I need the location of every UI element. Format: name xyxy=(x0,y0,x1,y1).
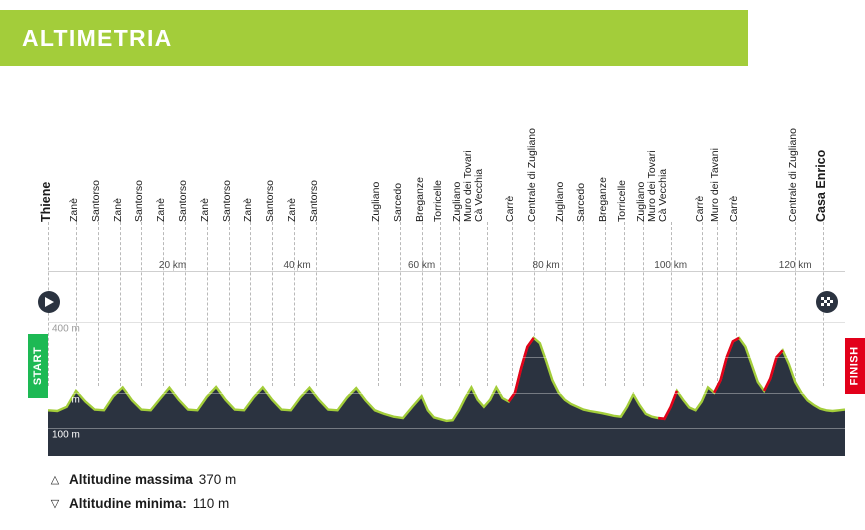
elevation-tick-label: 100 m xyxy=(52,429,80,441)
max-altitude-label: Altitudine massima xyxy=(69,472,193,487)
altimetria-header xyxy=(0,10,748,66)
elevation-gridline xyxy=(48,357,845,358)
km-tick-label: 60 km xyxy=(407,260,436,271)
stat-row-max xyxy=(48,472,236,487)
finish-flag-label: FINISH xyxy=(849,346,861,386)
profile-area xyxy=(48,338,845,456)
page-title: ALTIMETRIA xyxy=(22,24,173,51)
min-altitude-value: 110 m xyxy=(192,496,230,511)
max-altitude-value: 370 m xyxy=(198,472,237,487)
stat-row-min xyxy=(48,496,236,511)
triangle-down-icon: ▽ xyxy=(50,498,60,510)
start-flag-label: START xyxy=(32,346,45,386)
elevation-gridline xyxy=(48,428,845,429)
min-altitude-label: Altitudine minima: xyxy=(69,496,187,511)
elevation-tick-label: 300 m xyxy=(52,358,80,370)
finish-flag xyxy=(845,338,865,394)
elevation-profile-chart: Thiene Zanè Santorso Zanè Santorso Zanè Santorso Zanè Santorso Zanè Santorso Zanè Santorso Zugliano Sarcedo Breganze Torricelle Zugliano Muro dei Tovari Cà Vecchia Carrè Centrale di Zugliano Zugliano Sarcedo Breganze Torricelle Zugliano Muro dei Tovari Cà Vecchia Carrè Muro dei Tavani Carrè Centrale di Zugliano Casa Enrico 20 km 40 km 60 km 80 km 100 km 120 km 400 m 300 m 200 m 100 m START FINISH xyxy=(0,66,865,466)
elevation-tick-label: 400 m xyxy=(52,323,80,335)
km-tick-label: 100 km xyxy=(654,260,688,271)
start-flag xyxy=(28,334,48,398)
km-tick-label: 40 km xyxy=(283,260,311,271)
km-tick-label: 120 km xyxy=(778,260,812,271)
elevation-tick-label: 200 m xyxy=(52,394,80,406)
km-tick-label: 80 km xyxy=(532,260,560,271)
elevation-gridline xyxy=(48,393,845,394)
elevation-gridline xyxy=(48,322,845,323)
elevation-profile-svg xyxy=(48,66,845,466)
km-tick-label: 20 km xyxy=(158,260,187,271)
triangle-up-icon: △ xyxy=(50,474,60,486)
elevation-stats xyxy=(48,472,236,520)
